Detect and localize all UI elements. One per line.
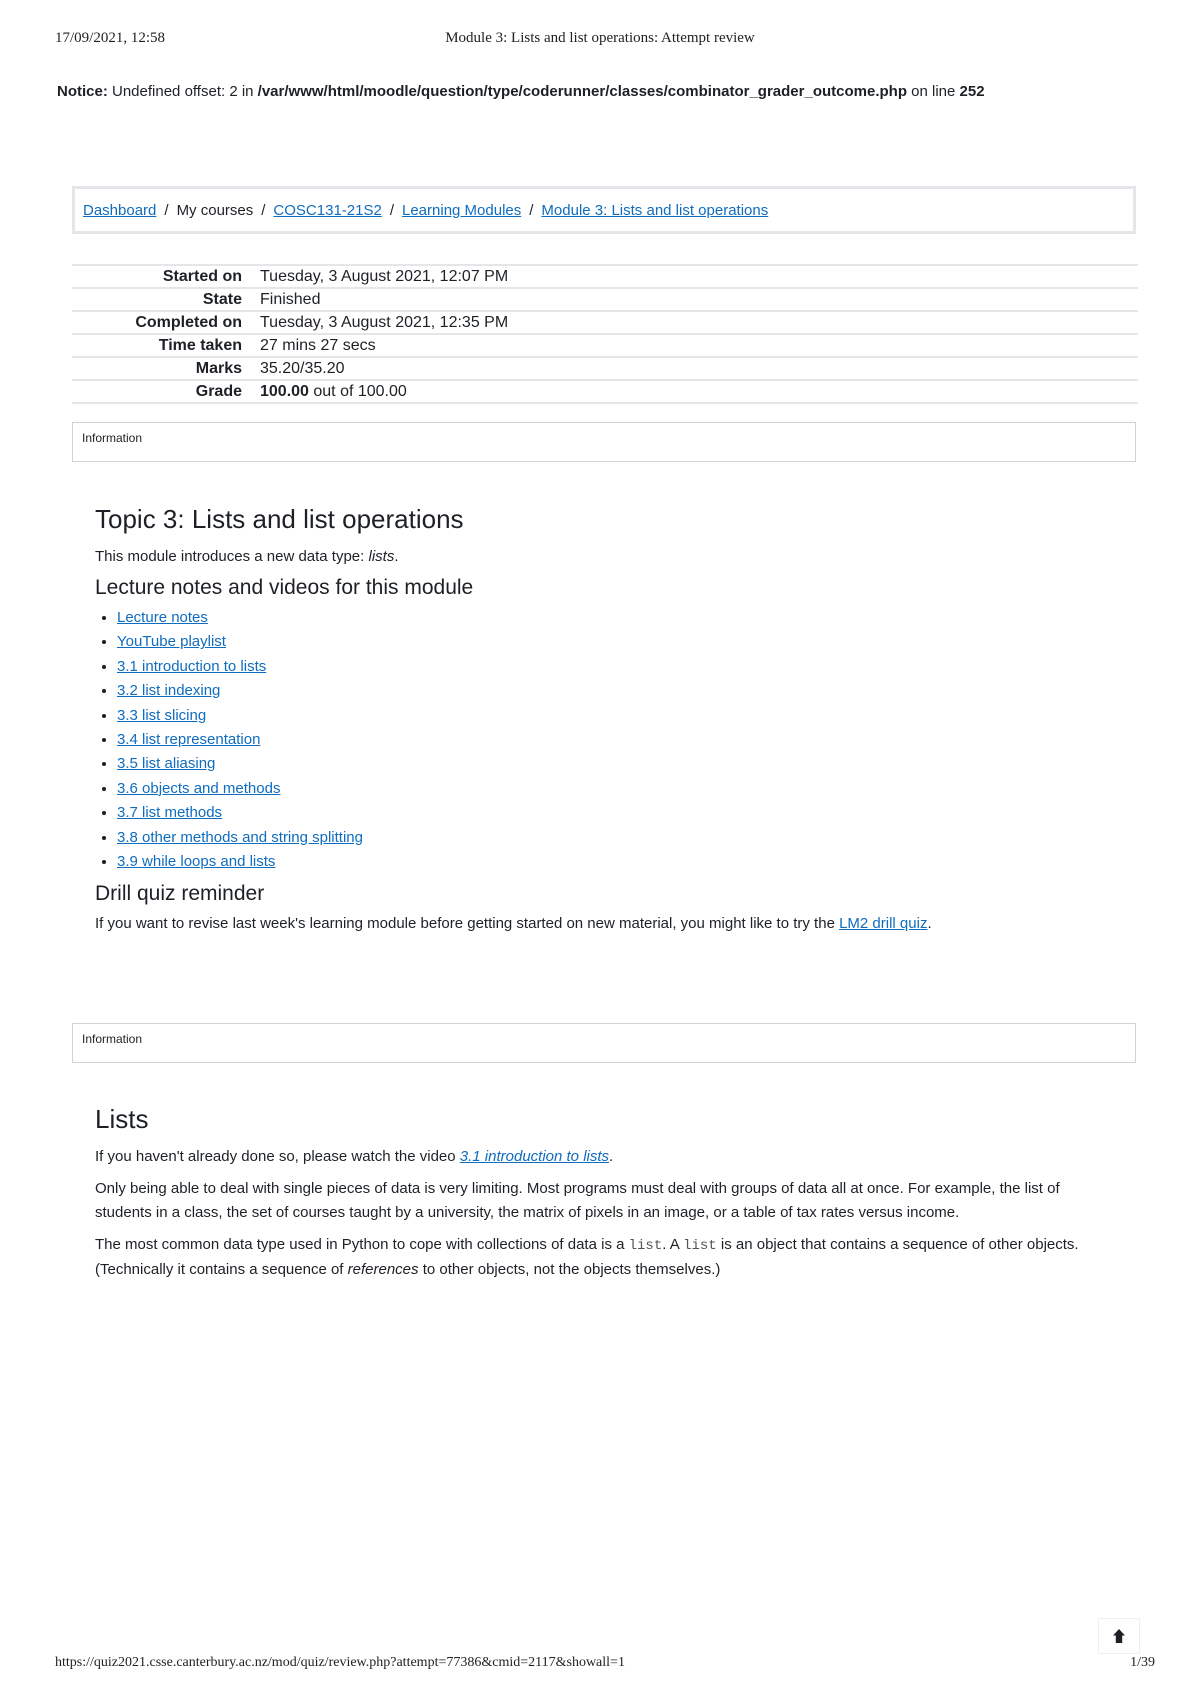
summary-value (260, 380, 1138, 403)
summary-row (72, 311, 1138, 334)
print-title: Module 3: Lists and list operations: Attempt review (445, 30, 755, 46)
p1-text: If you haven't already done so, please watch the video (95, 1148, 460, 1165)
link-lecture-notes[interactable]: Lecture notes (117, 609, 208, 626)
list-item (117, 728, 1120, 752)
topic-heading: Topic 3: Lists and list operations (95, 504, 464, 534)
summary-value: 27 mins 27 secs (260, 334, 1138, 357)
p3-text-a: The most common data type used in Python to cope with collections of data is a (95, 1236, 629, 1253)
summary-label: Started on (72, 265, 260, 288)
php-notice (57, 83, 985, 100)
back-to-top-button[interactable] (1098, 1618, 1140, 1654)
list-item (117, 704, 1120, 728)
drill-text: If you want to revise last week's learning module before getting started on new material, you might like to try the (95, 915, 840, 933)
print-url: https://quiz2021.csse.canterbury.ac.nz/mod/quiz/review.php?attempt=77386&cmid=2117&showall=1 (55, 1655, 625, 1670)
drill-end: . (927, 915, 932, 933)
intro-text: This module introduces a new data type: (95, 548, 369, 565)
link-video-3-6[interactable]: 3.6 objects and methods (117, 779, 281, 797)
information-label: Information (82, 431, 143, 445)
lists-intro (95, 1145, 1120, 1169)
breadcrumb-dashboard[interactable]: Dashboard (83, 201, 157, 219)
summary-label: Grade (72, 380, 260, 403)
lists-section (95, 1104, 1120, 1282)
link-video-3-5[interactable]: 3.5 list aliasing (117, 755, 216, 773)
information-box (72, 422, 1136, 462)
intro-emphasis: lists (368, 548, 395, 565)
lecture-links-list (95, 606, 1120, 874)
breadcrumb (72, 186, 1136, 234)
list-item (117, 850, 1120, 874)
grade-out-of: out of 100.00 (308, 382, 407, 400)
grade-value: 100.00 (260, 382, 309, 400)
breadcrumb-separator: / (389, 201, 394, 219)
breadcrumb-learning-modules[interactable]: Learning Modules (402, 201, 522, 219)
list-item (117, 826, 1120, 850)
link-lm2-drill-quiz[interactable]: LM2 drill quiz (839, 915, 928, 933)
attempt-summary-table (72, 264, 1138, 404)
list-item (117, 655, 1120, 679)
drill-quiz-heading: Drill quiz reminder (95, 882, 265, 906)
link-video-3-1-inline[interactable]: 3.1 introduction to lists (459, 1148, 610, 1165)
summary-value: Finished (260, 288, 1138, 311)
breadcrumb-separator: / (261, 201, 266, 219)
notice-path: /var/www/html/moodle/question/type/coderunner/classes/combinator_grader_outcome.php (257, 83, 907, 100)
breadcrumb-course[interactable]: COSC131-21S2 (273, 201, 382, 219)
link-video-3-3[interactable]: 3.3 list slicing (117, 706, 207, 724)
p1-end: . (609, 1148, 614, 1165)
link-video-3-1[interactable]: 3.1 introduction to lists (117, 657, 267, 675)
intro-end: . (394, 548, 399, 565)
summary-row (72, 265, 1138, 288)
drill-quiz-text (95, 912, 1120, 936)
breadcrumb-my-courses: My courses (176, 201, 254, 219)
summary-label: State (72, 288, 260, 311)
lecture-notes-heading: Lecture notes and videos for this module (95, 576, 474, 599)
breadcrumb-module[interactable]: Module 3: Lists and list operations (541, 201, 769, 219)
code-list: list (683, 1238, 717, 1254)
summary-value: Tuesday, 3 August 2021, 12:35 PM (260, 311, 1138, 334)
notice-line: 252 (959, 83, 985, 100)
notice-line-text: on line (906, 83, 960, 100)
link-video-3-2[interactable]: 3.2 list indexing (117, 682, 221, 700)
summary-label: Marks (72, 357, 260, 380)
p3-emphasis: references (347, 1261, 419, 1278)
lists-paragraph: Only being able to deal with single pieces of data is very limiting. Most programs must deal with groups of data all at once. For example, the list of students in a class, the set of courses taught by a university, the matrix of pixels in an image, or a table of tax rates versus income. (95, 1180, 1060, 1221)
summary-row (72, 357, 1138, 380)
summary-label: Completed on (72, 311, 260, 334)
link-video-3-7[interactable]: 3.7 list methods (117, 804, 223, 822)
print-header (0, 0, 1200, 60)
arrow-up-icon (1112, 1628, 1126, 1644)
p3-text-d: to other objects, not the objects themselves.) (418, 1261, 721, 1278)
lists-paragraph-2 (95, 1233, 1120, 1282)
information-box (72, 1023, 1136, 1063)
link-video-3-8[interactable]: 3.8 other methods and string splitting (117, 828, 363, 846)
code-list: list (628, 1238, 663, 1254)
summary-row (72, 334, 1138, 357)
summary-value: 35.20/35.20 (260, 357, 1138, 380)
list-item (117, 801, 1120, 825)
summary-label: Time taken (72, 334, 260, 357)
print-date: 17/09/2021, 12:58 (55, 30, 166, 46)
print-page-number: 1/39 (1130, 1655, 1155, 1670)
list-item (117, 630, 1120, 654)
summary-row (72, 380, 1138, 403)
breadcrumb-separator: / (164, 201, 169, 219)
lists-heading: Lists (95, 1104, 149, 1134)
list-item (117, 606, 1120, 630)
p3-text-c: is an object that contains a sequence of other objects. (Technically it contains a sequence of (95, 1236, 1079, 1278)
topic-intro (95, 545, 1120, 569)
p3-text-b: . A (662, 1236, 684, 1253)
topic-section (95, 504, 1120, 936)
summary-row (72, 288, 1138, 311)
summary-value: Tuesday, 3 August 2021, 12:07 PM (260, 265, 1138, 288)
link-video-3-4[interactable]: 3.4 list representation (117, 731, 261, 749)
link-youtube-playlist[interactable]: YouTube playlist (117, 633, 226, 651)
print-footer (0, 1655, 1200, 1685)
link-video-3-9[interactable]: 3.9 while loops and lists (117, 853, 276, 871)
list-item (117, 752, 1120, 776)
notice-label: Notice: (57, 83, 108, 100)
information-label: Information (82, 1032, 143, 1046)
notice-message: Undefined offset: 2 in (107, 83, 258, 100)
list-item (117, 777, 1120, 801)
list-item (117, 679, 1120, 703)
breadcrumb-separator: / (529, 201, 534, 219)
